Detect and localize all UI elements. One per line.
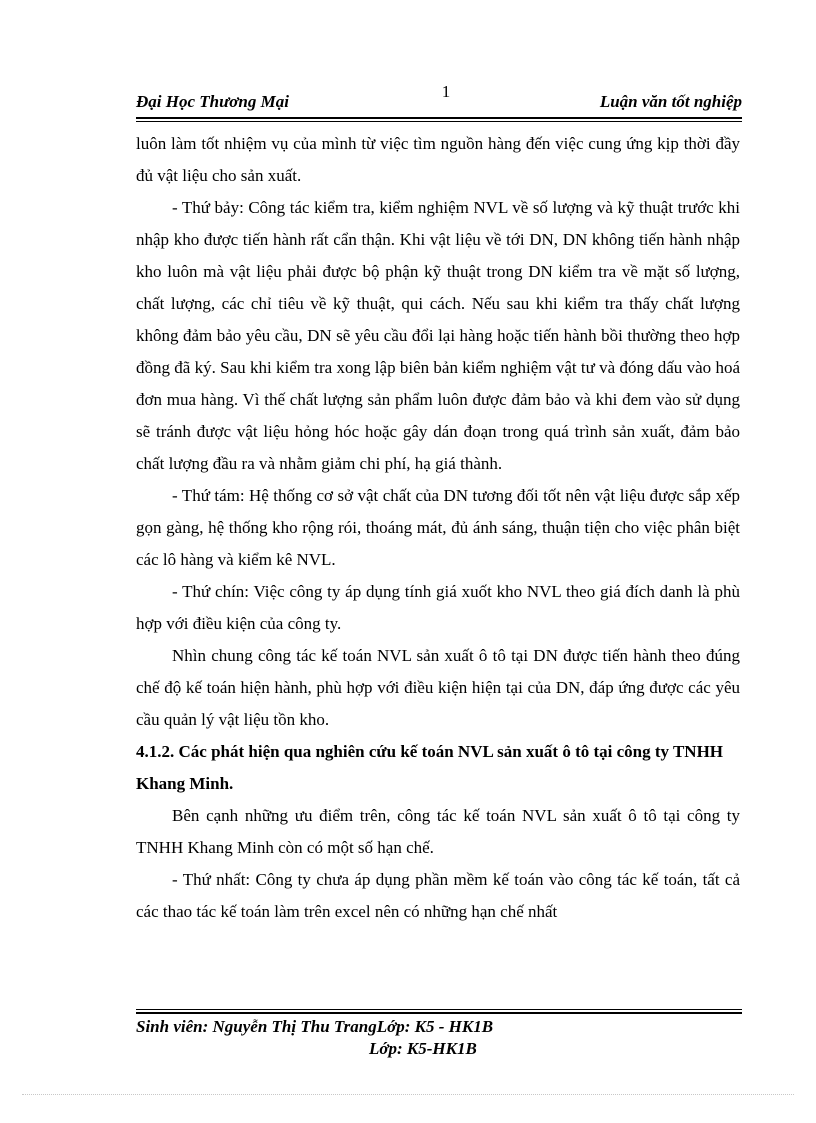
paragraph-continuation: luôn làm tốt nhiệm vụ của mình từ việc tìm nguồn hàng đến việc cung ứng kịp thời đầy đủ vật liệu cho sản xuất. xyxy=(136,134,740,185)
paragraph-thu-chin: - Thứ chín: Việc công ty áp dụng tính giá xuốt kho NVL theo giá đích danh là phù hợp với điều kiện của công ty. xyxy=(136,582,740,633)
footer-student-info: Sinh viên: Nguyễn Thị Thu TrangLớp: K5 - HK1B xyxy=(136,1017,494,1036)
footer-class-info: Lớp: K5-HK1B xyxy=(369,1039,477,1058)
paragraph-thu-nhat: - Thứ nhất: Công ty chưa áp dụng phần mềm kế toán vào công tác kế toán, tất cả các thao tác kế toán làm trên excel nên có những hạn chế nhất xyxy=(136,870,740,921)
section-heading: 4.1.2. Các phát hiện qua nghiên cứu kế toán NVL sản xuất ô tô tại công ty TNHH Khang Minh. xyxy=(136,742,724,793)
body-text xyxy=(136,128,740,928)
footer-divider-thick xyxy=(136,1012,742,1014)
page-number: 1 xyxy=(441,82,451,101)
header-document-type: Luận văn tốt nghiệp xyxy=(599,92,742,111)
paragraph-ben-canh: Bên cạnh những ưu điểm trên, công tác kế toán NVL sản xuất ô tô tại công ty TNHH Khang Minh còn có một số hạn chế. xyxy=(136,806,740,857)
paragraph-thu-bay: - Thứ bảy: Công tác kiểm tra, kiểm nghiệm NVL về số lượng và kỹ thuật trước khi nhập kho được tiến hành rất cẩn thận. Khi vật liệu về tới DN, DN không tiến hành nhập kho luôn mà vật liệu phải được bộ phận kỹ thuật trong DN kiểm tra về mặt số lượng, chất lượng, các chỉ tiêu về kỹ thuật, qui cách. Nếu sau khi kiểm tra thấy chất lượng không đảm bảo yêu cầu, DN sẽ yêu cầu đổi lại hàng hoặc tiến hành bồi thường theo hợp đồng đã ký. Sau khi kiểm tra xong lập biên bản kiểm nghiệm vật tư và đóng dấu vào hoá đơn mua hàng. Vì thế chất lượng sản phẩm luôn được đảm bảo và khi đem vào sử dụng sẽ tránh được vật liệu hỏng hóc hoặc gây dán đoạn trong quá trình sản xuất, đảm bảo chất lượng đầu ra và nhằm giảm chi phí, hạ giá thành. xyxy=(136,198,740,473)
paragraph-thu-tam: - Thứ tám: Hệ thống cơ sở vật chất của DN tương đối tốt nên vật liệu được sắp xếp gọn gàng, hệ thống kho rộng rói, thoáng mát, đủ ánh sáng, thuận tiện cho việc phân biệt các lô hàng và kiểm kê NVL. xyxy=(136,486,740,569)
header-divider-thin xyxy=(136,121,742,122)
page-bottom-border xyxy=(22,1094,794,1095)
page-header xyxy=(136,92,742,116)
paragraph-nhin-chung: Nhìn chung công tác kế toán NVL sản xuất ô tô tại DN được tiến hành theo đúng chế độ kế toán hiện hành, phù hợp với điều kiện hiện tại của DN, đáp ứng được các yêu cầu quản lý vật liệu tồn kho. xyxy=(136,646,740,729)
header-divider-thick xyxy=(136,117,742,119)
footer-divider-thin xyxy=(136,1009,742,1010)
header-university: Đại Học Thương Mại xyxy=(136,92,289,111)
